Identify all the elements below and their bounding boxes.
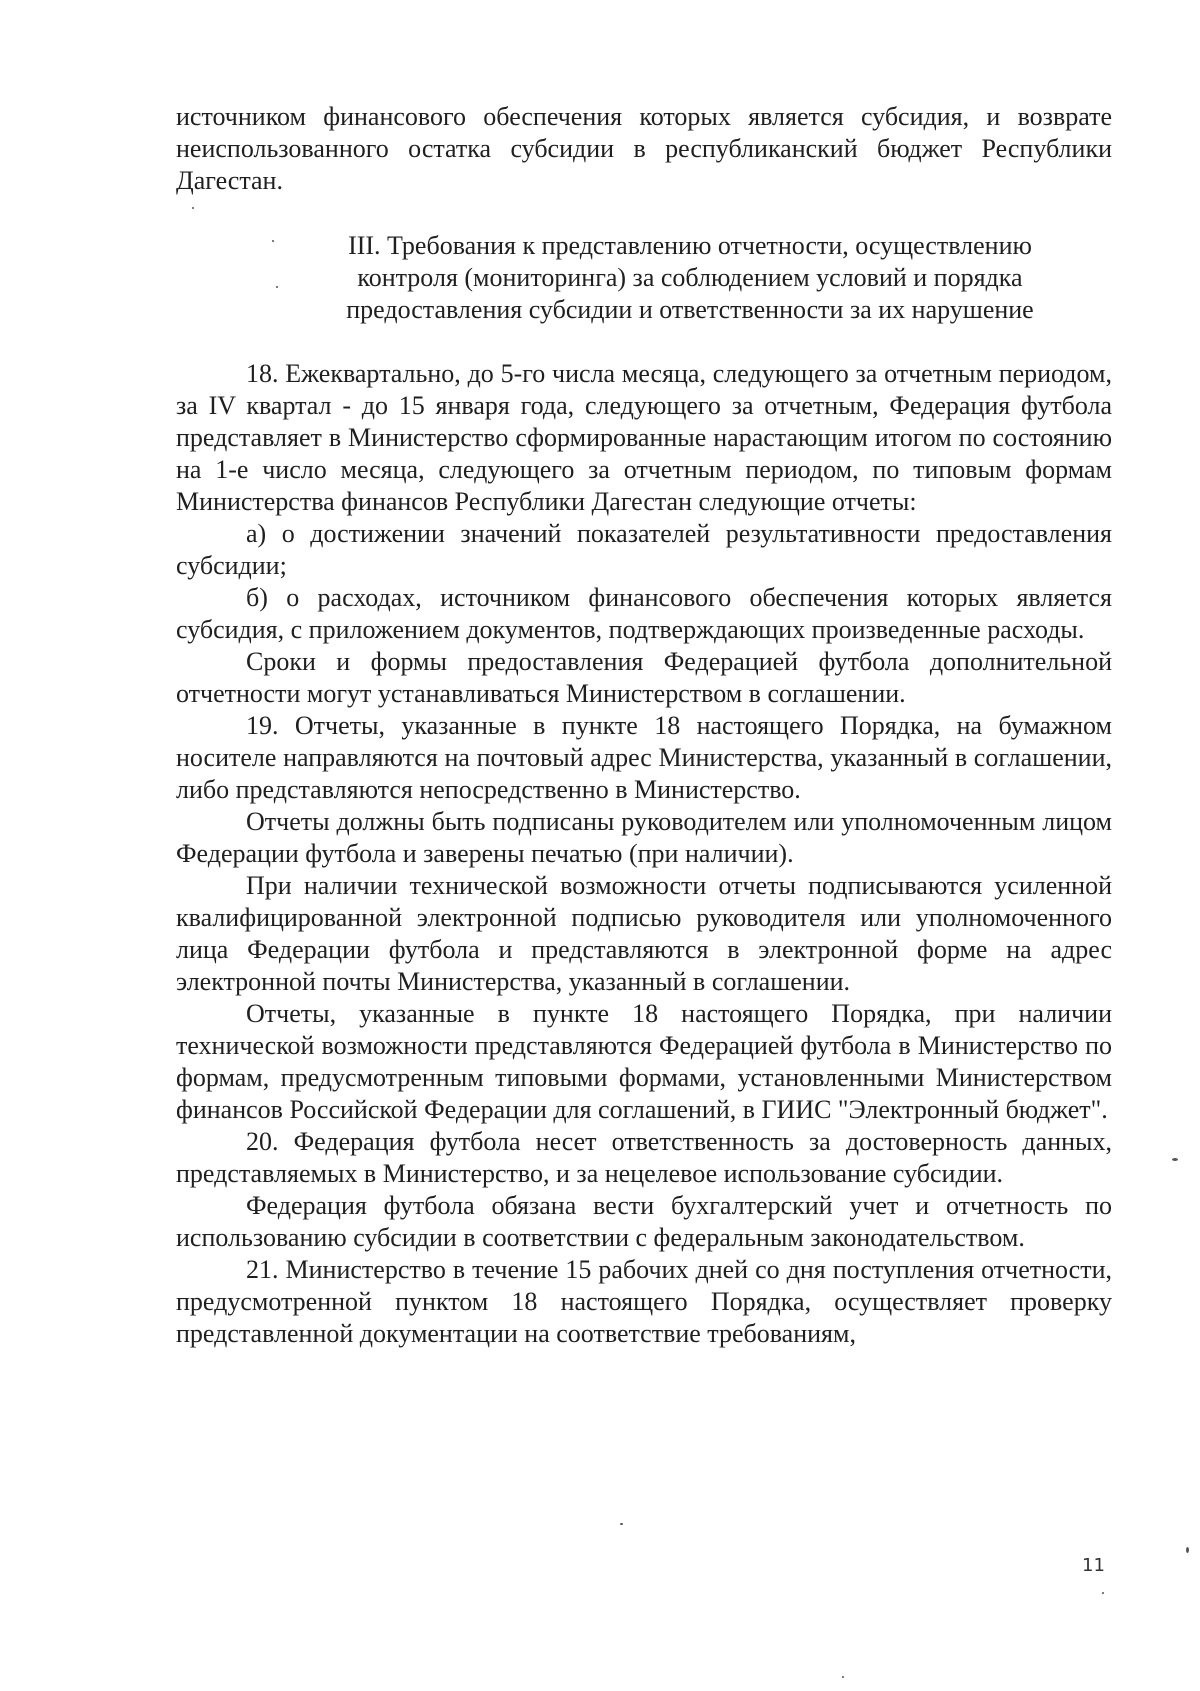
main-text-block: [176, 358, 1112, 1350]
scan-speck: [1102, 1592, 1104, 1594]
page-number: 11: [1082, 1555, 1105, 1576]
scan-speck: [842, 1676, 844, 1678]
paragraph-20: 20. Федерация футбола несет ответственность за достоверность данных, представляемых в Министерство, и за нецелевое использование субсидии.: [176, 1127, 1112, 1188]
scan-speck: [1186, 1547, 1189, 1553]
intro-text-block: [176, 101, 1112, 197]
scan-speck: [276, 286, 278, 288]
paragraph-19-signature: Отчеты должны быть подписаны руководителем или уполномоченным лицом Федерации футбола и заверены печатью (при наличии).: [176, 807, 1112, 868]
paragraph-21: 21. Министерство в течение 15 рабочих дней со дня поступления отчетности, предусмотренной пунктом 18 настоящего Порядка, осуществляет проверку представленной документации на соответствие требованиям,: [176, 1255, 1112, 1348]
intro-paragraph: источником финансового обеспечения которых является субсидия, и возврате неиспользованного остатка субсидии в республиканский бюджет Республики Дагестан.: [176, 102, 1112, 195]
section-heading-line-3: предоставления субсидии и ответственности за их нарушение: [346, 295, 1034, 324]
paragraph-18-additional: Сроки и формы предоставления Федерацией футбола дополнительной отчетности могут устанавливаться Министерством в соглашении.: [176, 647, 1112, 708]
section-heading: [300, 230, 1080, 326]
paragraph-18-b: б) о расходах, источником финансового обеспечения которых является субсидия, с приложением документов, подтверждающих произведенные расходы.: [176, 583, 1112, 644]
paragraph-19-electronic: При наличии технической возможности отчеты подписываются усиленной квалифицированной электронной подписью руководителя или уполномоченного лица Федерации футбола и представляются в электронной форме на адрес электронной почты Министерства, указанный в соглашении.: [176, 871, 1112, 996]
paragraph-18-a: а) о достижении значений показателей результативности предоставления субсидии;: [176, 519, 1112, 580]
paragraph-19: 19. Отчеты, указанные в пункте 18 настоящего Порядка, на бумажном носителе направляются на почтовый адрес Министерства, указанный в соглашении, либо представляются непосредственно в Министерство.: [176, 711, 1112, 804]
paragraph-19-giis: Отчеты, указанные в пункте 18 настоящего Порядка, при наличии технической возможности представляются Федерацией футбола в Министерство по формам, предусмотренным типовыми формами, установленными Министерством финансов Российской Федерации для соглашений, в ГИИС "Электронный бюджет".: [176, 999, 1112, 1124]
section-heading-line-2: контроля (мониторинга) за соблюдением условий и порядка: [357, 263, 1023, 292]
scan-speck: [620, 1523, 623, 1525]
paragraph-20-accounting: Федерация футбола обязана вести бухгалтерский учет и отчетность по использованию субсидии в соответствии с федеральным законодательством.: [176, 1191, 1112, 1252]
scan-speck: [192, 207, 194, 209]
scan-speck: [272, 240, 274, 242]
scan-speck: [1172, 1158, 1178, 1161]
section-heading-line-1: III. Требования к представлению отчетности, осуществлению: [348, 231, 1032, 260]
paragraph-18: 18. Ежеквартально, до 5-го числа месяца, следующего за отчетным периодом, за IV квартал - до 15 января года, следующего за отчетным, Федерация футбола представляет в Министерство сформированные нарастающим итогом по состоянию на 1-е число месяца, следующего за отчетным периодом, по типовым формам Министерства финансов Республики Дагестан следующие отчеты:: [176, 359, 1112, 516]
